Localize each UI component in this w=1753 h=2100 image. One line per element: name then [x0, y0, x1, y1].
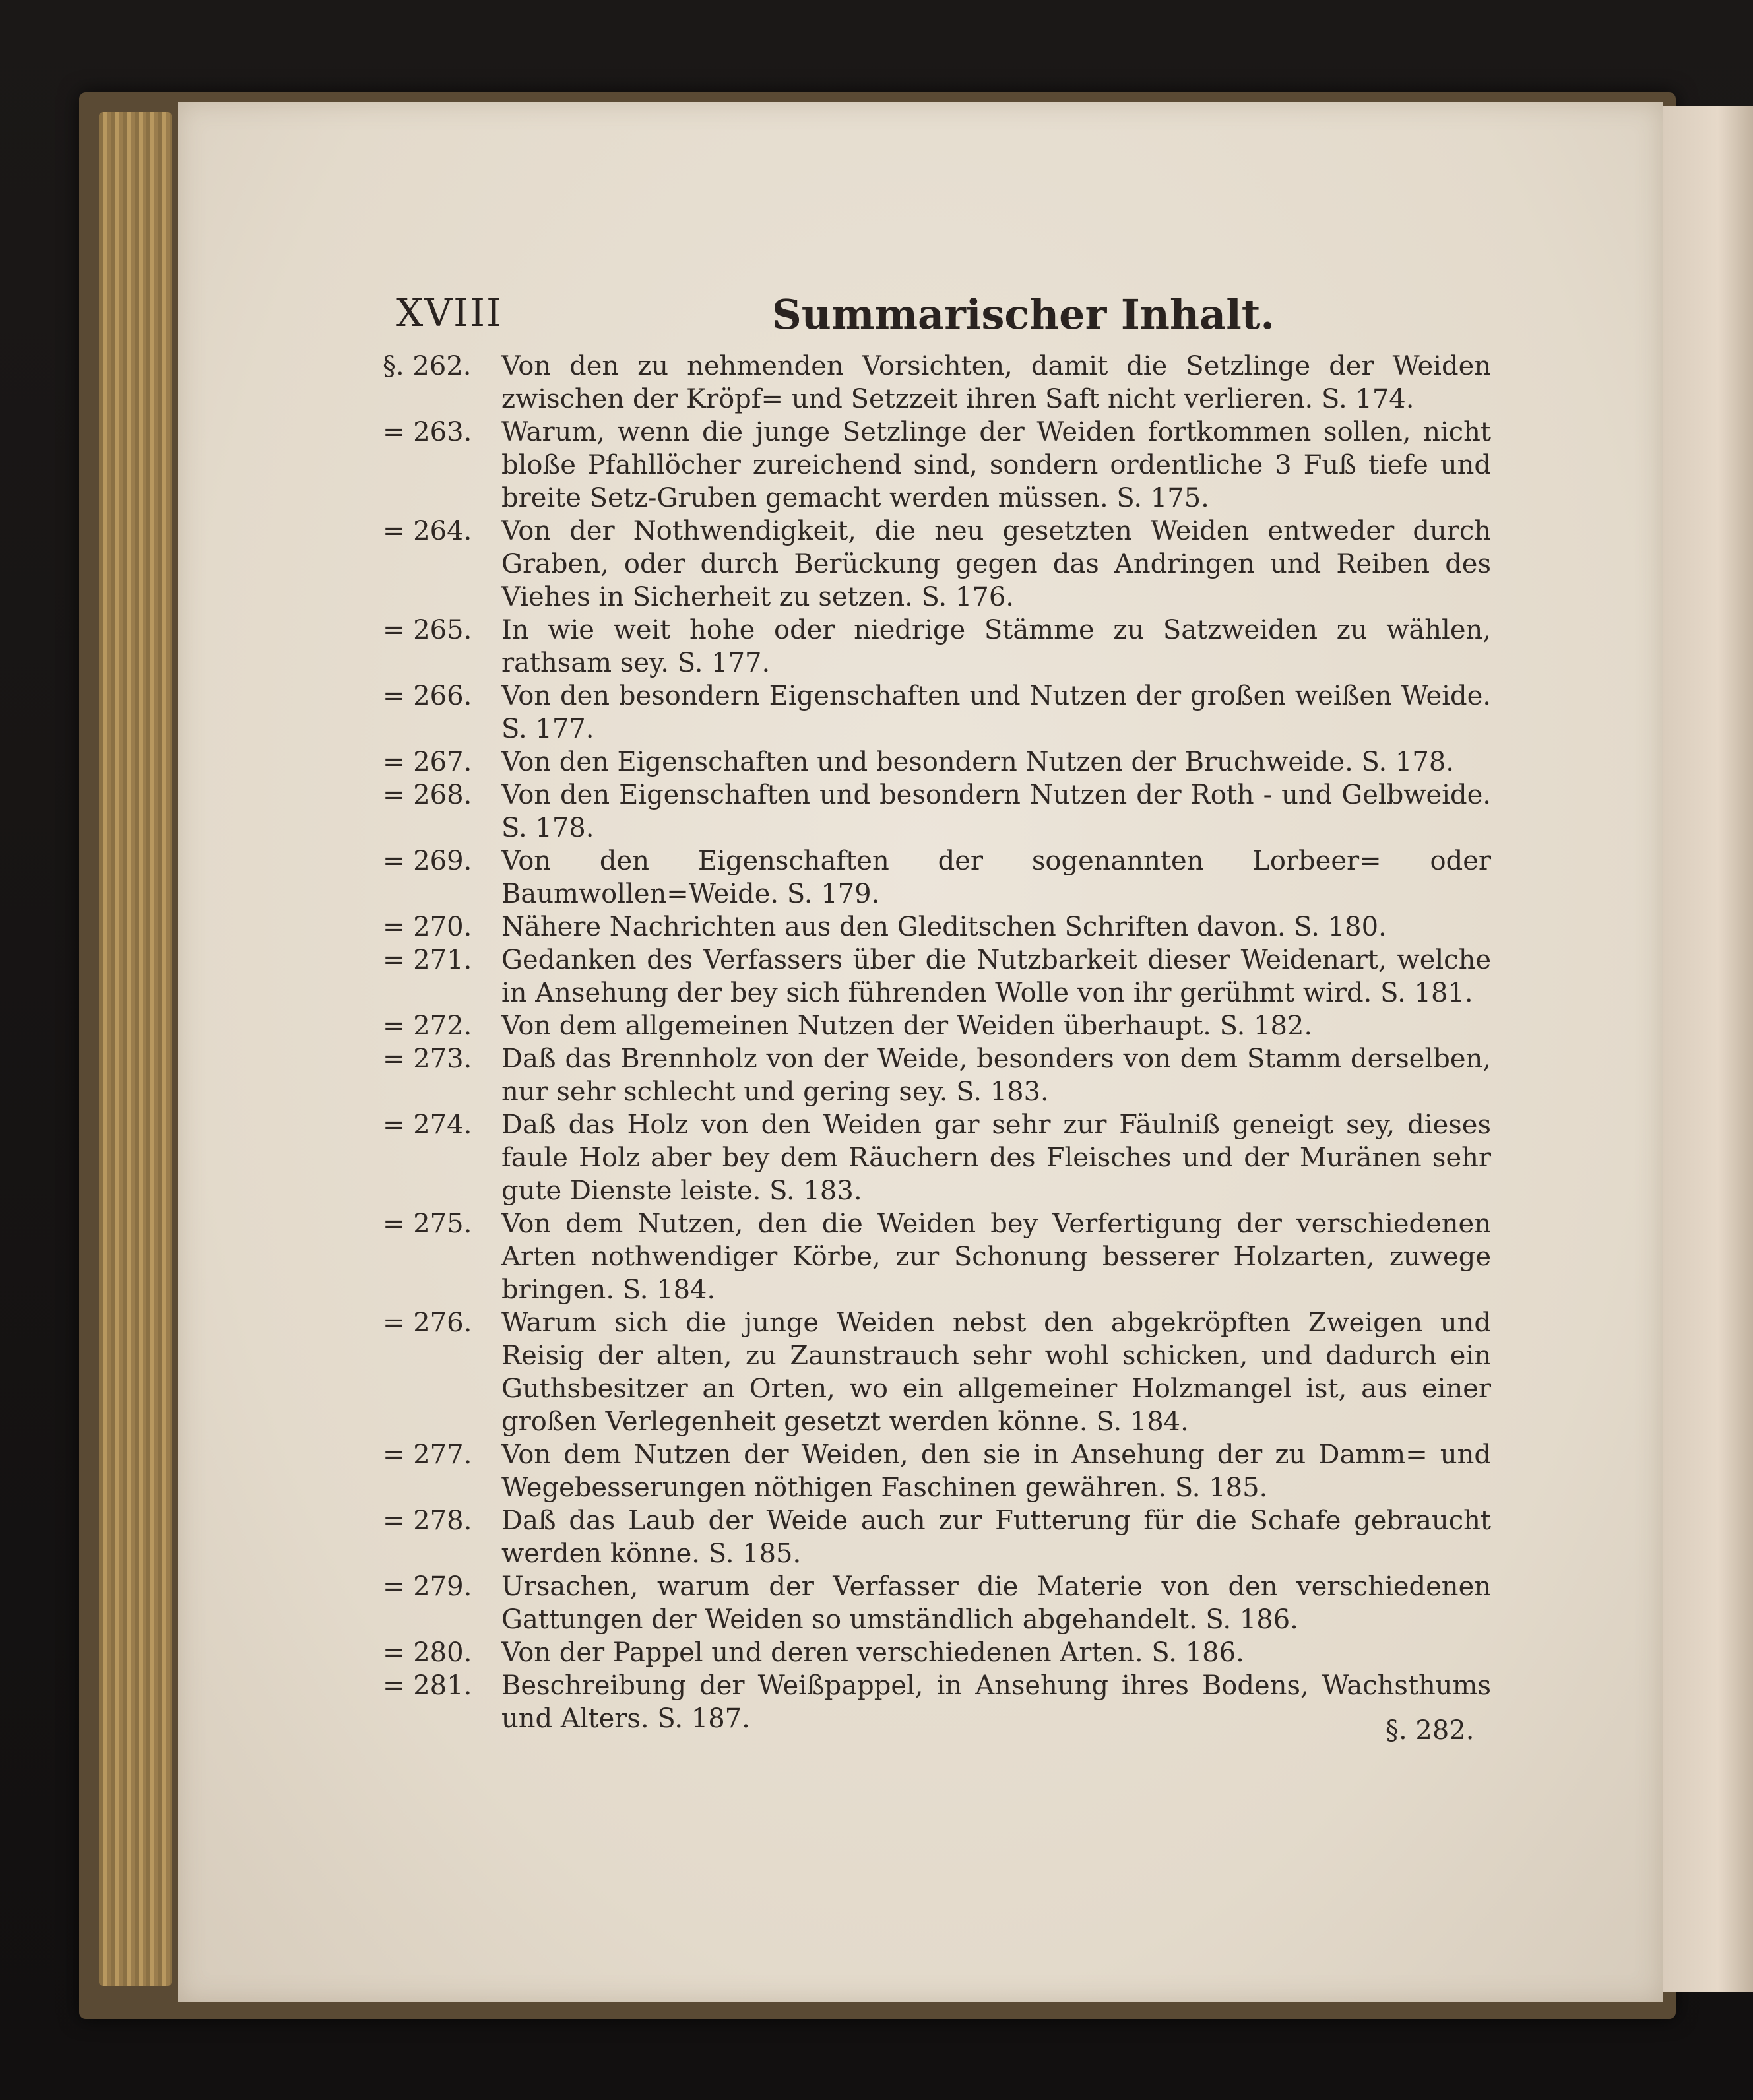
entry-number: = 279. — [383, 1572, 472, 1602]
catchword: §. 282. — [1386, 1715, 1475, 1746]
list-item — [383, 1504, 1504, 1570]
entry-number: = 263. — [383, 417, 472, 447]
page-edges — [99, 112, 172, 1986]
list-item — [383, 1207, 1504, 1306]
list-item — [383, 1306, 1504, 1438]
entry-number: = 265. — [383, 615, 472, 645]
entry-text: Von den Eigenschaften der sogenannten Lorbeer= oder Baumwollen=Weide. S. 179. — [501, 846, 1491, 909]
list-item — [383, 844, 1504, 910]
entry-number: = 264. — [383, 516, 472, 546]
entry-text: Gedanken des Verfassers über die Nutzbarkeit dieser Weidenart, welche in Ansehung der bey sich führenden Wolle von ihr gerühmt wird. S. 181. — [501, 945, 1491, 1008]
entry-text: Von dem allgemeinen Nutzen der Weiden überhaupt. S. 182. — [501, 1011, 1313, 1041]
entry-text: Daß das Brennholz von der Weide, besonders von dem Stamm derselben, nur sehr schlecht und gering sey. S. 183. — [501, 1044, 1491, 1107]
list-item — [383, 1570, 1504, 1636]
entry-number: §. 262. — [383, 351, 472, 381]
entry-number: = 275. — [383, 1209, 472, 1239]
entry-text: Daß das Laub der Weide auch zur Futterung für die Schafe gebraucht werden könne. S. 185. — [501, 1506, 1491, 1569]
entry-text: Warum, wenn die junge Setzlinge der Weiden fortkommen sollen, nicht bloße Pfahllöcher zureichend sind, sondern ordentliche 3 Fuß tiefe und breite Setz-Gruben gemacht werden müssen. S. 175. — [501, 417, 1491, 513]
list-item — [383, 1669, 1504, 1735]
entry-text: Von dem Nutzen, den die Weiden bey Verfertigung der verschiedenen Arten nothwendiger Körbe, zur Schonung besserer Holzarten, zuwege bringen. S. 184. — [501, 1209, 1491, 1305]
entry-number: = 274. — [383, 1110, 472, 1140]
list-item — [383, 515, 1504, 614]
entry-number: = 268. — [383, 780, 472, 810]
list-item — [383, 943, 1504, 1009]
list-item — [383, 614, 1504, 680]
page-number: XVIII — [396, 290, 503, 335]
list-item — [383, 1108, 1504, 1207]
entry-text: Nähere Nachrichten aus den Gleditschen Schriften davon. S. 180. — [501, 912, 1387, 942]
entry-text: Von den Eigenschaften und besondern Nutzen der Bruchweide. S. 178. — [501, 747, 1454, 777]
entry-text: Von dem Nutzen der Weiden, den sie in Ansehung der zu Damm= und Wegebesserungen nöthigen Faschinen gewähren. S. 185. — [501, 1440, 1491, 1503]
entry-number: = 278. — [383, 1506, 472, 1536]
page-title: Summarischer Inhalt. — [772, 290, 1275, 338]
entry-text: Von den zu nehmenden Vorsichten, damit die Setzlinge der Weiden zwischen der Kröpf= und Setzzeit ihren Saft nicht verlieren. S. 174. — [501, 351, 1491, 414]
entry-number: = 267. — [383, 747, 472, 777]
entry-number: = 266. — [383, 681, 472, 711]
list-item — [383, 416, 1504, 515]
contents-list — [383, 350, 1504, 1735]
entry-text: Von den besondern Eigenschaften und Nutzen der großen weißen Weide. S. 177. — [501, 681, 1491, 744]
list-item — [383, 1042, 1504, 1108]
list-item — [383, 1438, 1504, 1504]
entry-text: Beschreibung der Weißpappel, in Ansehung ihres Bodens, Wachsthums und Alters. S. 187. — [501, 1670, 1491, 1734]
entry-number: = 281. — [383, 1670, 472, 1701]
entry-number: = 270. — [383, 912, 472, 942]
entry-text: Warum sich die junge Weiden nebst den abgekröpften Zweigen und Reisig der alten, zu Zaunstrauch sehr wohl schicken, und dadurch ein Guthsbesitzer an Orten, wo ein allgemeiner Holzmangel ist, aus einer großen Verlegenheit gesetzt werden könne. S. 184. — [501, 1308, 1491, 1437]
entry-number: = 273. — [383, 1044, 472, 1074]
entry-text: In wie weit hohe oder niedrige Stämme zu Satzweiden zu wählen, rathsam sey. S. 177. — [501, 615, 1491, 678]
list-item — [383, 779, 1504, 844]
list-item — [383, 1636, 1504, 1669]
entry-text: Daß das Holz von den Weiden gar sehr zur Fäulniß geneigt sey, dieses faule Holz aber bey dem Räuchern des Fleisches und der Muränen sehr gute Dienste leiste. S. 183. — [501, 1110, 1491, 1206]
list-item — [383, 1009, 1504, 1042]
list-item — [383, 680, 1504, 746]
entry-text: Ursachen, warum der Verfasser die Materie von den verschiedenen Gattungen der Weiden so umständlich abgehandelt. S. 186. — [501, 1572, 1491, 1635]
entry-text: Von den Eigenschaften und besondern Nutzen der Roth - und Gelbweide. S. 178. — [501, 780, 1491, 843]
entry-number: = 272. — [383, 1011, 472, 1041]
entry-number: = 277. — [383, 1440, 472, 1470]
entry-number: = 280. — [383, 1638, 472, 1668]
page-header — [396, 290, 1491, 343]
list-item — [383, 350, 1504, 416]
facing-page-edge — [1663, 106, 1753, 1992]
entry-text: Von der Nothwendigkeit, die neu gesetzten Weiden entweder durch Graben, oder durch Berückung gegen das Andringen und Reiben des Viehes in Sicherheit zu setzen. S. 176. — [501, 516, 1491, 612]
list-item — [383, 746, 1504, 779]
list-item — [383, 910, 1504, 943]
entry-text: Von der Pappel und deren verschiedenen Arten. S. 186. — [501, 1638, 1244, 1668]
entry-number: = 271. — [383, 945, 472, 975]
entry-number: = 269. — [383, 846, 472, 876]
entry-number: = 276. — [383, 1308, 472, 1338]
